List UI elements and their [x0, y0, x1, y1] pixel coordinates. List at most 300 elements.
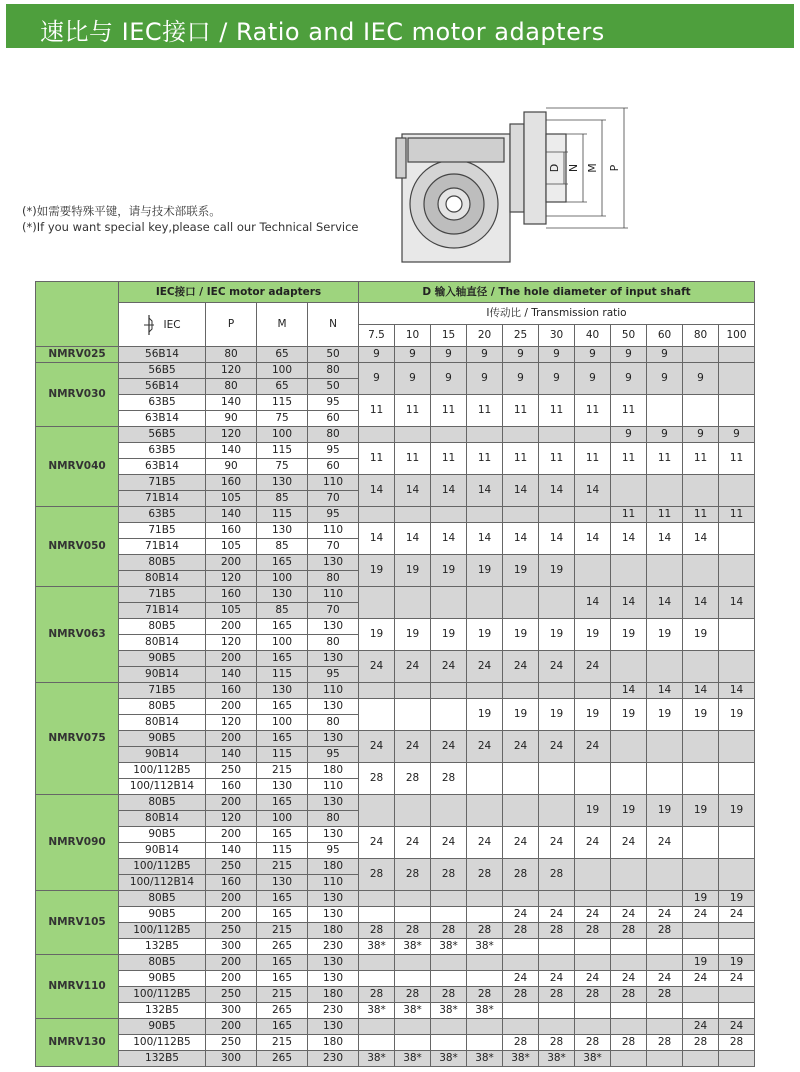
m-cell: 75	[257, 411, 308, 427]
ratio-header-cell: 100	[719, 325, 755, 347]
n-cell: 110	[308, 587, 359, 603]
n-cell: 130	[308, 795, 359, 811]
iec-adapter-cell: 71B5	[119, 475, 206, 491]
diameter-cell: 28	[431, 923, 467, 939]
ratio-header-cell: 30	[539, 325, 575, 347]
diameter-cell	[431, 1019, 467, 1035]
m-cell: 85	[257, 603, 308, 619]
diameter-cell	[467, 507, 503, 523]
diameter-cell	[611, 955, 647, 971]
diameter-cell: 24	[575, 827, 611, 859]
diameter-cell: 24	[359, 827, 395, 859]
diameter-cell	[431, 891, 467, 907]
diameter-cell: 28	[359, 763, 395, 795]
shaft-flange-icon	[143, 314, 155, 336]
diameter-cell	[539, 587, 575, 619]
diameter-cell: 24	[359, 651, 395, 683]
iec-adapter-cell: 71B5	[119, 683, 206, 699]
m-cell: 130	[257, 523, 308, 539]
diameter-cell	[503, 507, 539, 523]
diameter-cell: 14	[575, 523, 611, 555]
diameter-cell: 9	[611, 363, 647, 395]
diameter-cell	[503, 891, 539, 907]
diameter-cell	[719, 555, 755, 587]
diameter-cell	[647, 891, 683, 907]
diameter-cell: 38*	[431, 939, 467, 955]
diameter-cell: 9	[647, 427, 683, 443]
diameter-cell: 14	[539, 523, 575, 555]
diameter-cell: 24	[539, 827, 575, 859]
p-cell: 200	[206, 619, 257, 635]
table-row	[36, 795, 755, 811]
diameter-cell: 38*	[467, 1003, 503, 1019]
diameter-cell	[359, 683, 395, 699]
diameter-cell: 11	[395, 443, 431, 475]
table-row	[36, 507, 755, 523]
ratio-header-cell: 20	[467, 325, 503, 347]
diameter-cell: 24	[575, 971, 611, 987]
p-cell: 200	[206, 795, 257, 811]
model-cell: NMRV040	[36, 427, 119, 507]
diameter-cell: 14	[611, 587, 647, 619]
diameter-cell: 11	[611, 443, 647, 475]
diameter-cell	[395, 587, 431, 619]
iec-group-header: IEC接口 / IEC motor adapters	[119, 282, 359, 303]
n-cell: 230	[308, 1003, 359, 1019]
diameter-cell	[539, 1003, 575, 1019]
p-cell: 250	[206, 1035, 257, 1051]
diameter-cell	[467, 795, 503, 827]
m-cell: 215	[257, 859, 308, 875]
diameter-cell: 28	[503, 923, 539, 939]
diameter-cell: 28	[503, 1035, 539, 1051]
diameter-cell: 19	[683, 891, 719, 907]
diameter-cell	[719, 363, 755, 395]
p-cell: 300	[206, 939, 257, 955]
diameter-cell	[611, 1019, 647, 1035]
diameter-cell	[647, 555, 683, 587]
iec-adapter-cell: 56B5	[119, 427, 206, 443]
diameter-cell	[539, 795, 575, 827]
diameter-cell: 19	[539, 555, 575, 587]
diameter-cell	[683, 939, 719, 955]
n-cell: 130	[308, 651, 359, 667]
p-cell: 120	[206, 635, 257, 651]
diameter-cell	[683, 827, 719, 859]
diameter-cell: 9	[719, 427, 755, 443]
p-cell: 300	[206, 1003, 257, 1019]
diameter-cell	[431, 699, 467, 731]
diameter-cell	[395, 683, 431, 699]
n-cell: 80	[308, 571, 359, 587]
model-cell: NMRV110	[36, 955, 119, 1019]
diameter-cell: 28	[719, 1035, 755, 1051]
diameter-cell: 14	[719, 587, 755, 619]
diameter-cell: 28	[359, 987, 395, 1003]
diameter-cell	[647, 1019, 683, 1035]
iec-adapter-cell: 132B5	[119, 939, 206, 955]
diameter-cell	[611, 763, 647, 795]
diameter-cell	[467, 763, 503, 795]
dimension-label-m: M	[586, 163, 599, 173]
diameter-cell: 19	[395, 619, 431, 651]
diameter-cell	[359, 971, 395, 987]
diameter-cell: 11	[359, 395, 395, 427]
diameter-cell	[467, 955, 503, 971]
iec-adapter-cell: 71B14	[119, 539, 206, 555]
diameter-cell: 28	[431, 859, 467, 891]
diameter-cell: 24	[647, 907, 683, 923]
diameter-cell: 38*	[359, 939, 395, 955]
n-cell: 80	[308, 427, 359, 443]
model-cell: NMRV025	[36, 347, 119, 363]
iec-adapter-cell: 100/112B14	[119, 779, 206, 795]
diameter-cell: 11	[611, 507, 647, 523]
p-cell: 105	[206, 491, 257, 507]
diameter-cell	[647, 1051, 683, 1067]
diameter-cell	[467, 1019, 503, 1035]
n-cell: 130	[308, 619, 359, 635]
iec-adapter-cell: 80B14	[119, 811, 206, 827]
diameter-cell	[575, 763, 611, 795]
p-cell: 140	[206, 747, 257, 763]
p-cell: 200	[206, 891, 257, 907]
diameter-cell: 19	[683, 955, 719, 971]
iec-adapter-cell: 90B14	[119, 667, 206, 683]
diameter-cell: 24	[539, 651, 575, 683]
diameter-cell: 28	[359, 923, 395, 939]
table-row	[36, 683, 755, 699]
diameter-cell	[503, 763, 539, 795]
diameter-cell: 11	[683, 443, 719, 475]
p-cell: 160	[206, 587, 257, 603]
iec-adapter-cell: 80B5	[119, 891, 206, 907]
diameter-cell: 24	[503, 651, 539, 683]
diameter-cell: 9	[539, 347, 575, 363]
diameter-cell: 19	[539, 699, 575, 731]
table-row	[36, 923, 755, 939]
diameter-cell: 14	[611, 683, 647, 699]
diameter-cell: 19	[719, 795, 755, 827]
diameter-cell	[359, 507, 395, 523]
diameter-cell	[575, 955, 611, 971]
diameter-cell: 11	[539, 395, 575, 427]
diameter-cell	[503, 1019, 539, 1035]
diameter-cell: 19	[467, 699, 503, 731]
table-row	[36, 523, 755, 539]
diameter-cell: 28	[611, 923, 647, 939]
diameter-cell	[719, 987, 755, 1003]
iec-adapter-cell: 80B5	[119, 555, 206, 571]
table-row	[36, 891, 755, 907]
diameter-cell	[359, 699, 395, 731]
diameter-cell: 24	[395, 731, 431, 763]
iec-adapter-cell: 90B5	[119, 907, 206, 923]
n-cell: 130	[308, 955, 359, 971]
p-cell: 200	[206, 907, 257, 923]
diameter-cell: 24	[647, 827, 683, 859]
note-chinese: (*)如需要特殊平键，请与技术部联系。	[22, 204, 221, 218]
diameter-cell	[395, 955, 431, 971]
diameter-cell	[611, 651, 647, 683]
table-row	[36, 443, 755, 459]
p-cell: 160	[206, 875, 257, 891]
iec-adapter-cell: 100/112B5	[119, 987, 206, 1003]
n-cell: 110	[308, 779, 359, 795]
n-cell: 130	[308, 699, 359, 715]
diameter-cell	[683, 1051, 719, 1067]
diameter-cell: 38*	[359, 1003, 395, 1019]
diameter-cell	[683, 475, 719, 507]
diameter-cell: 19	[431, 555, 467, 587]
m-cell: 165	[257, 907, 308, 923]
diameter-group-header: D 输入轴直径 / The hole diameter of input shaft	[359, 282, 755, 303]
p-column-header: P	[206, 303, 257, 347]
diameter-cell	[395, 971, 431, 987]
diameter-cell: 11	[395, 395, 431, 427]
diameter-cell	[359, 427, 395, 443]
n-cell: 130	[308, 907, 359, 923]
table-row	[36, 939, 755, 955]
p-cell: 140	[206, 843, 257, 859]
n-cell: 180	[308, 859, 359, 875]
m-cell: 165	[257, 651, 308, 667]
diameter-cell	[431, 427, 467, 443]
p-cell: 250	[206, 923, 257, 939]
diameter-cell: 14	[647, 587, 683, 619]
diameter-cell: 19	[503, 555, 539, 587]
iec-adapter-cell: 63B5	[119, 395, 206, 411]
diameter-cell: 28	[431, 987, 467, 1003]
m-cell: 130	[257, 587, 308, 603]
diameter-cell	[575, 1019, 611, 1035]
diameter-cell: 11	[503, 443, 539, 475]
diameter-cell: 11	[719, 507, 755, 523]
p-cell: 120	[206, 571, 257, 587]
diameter-cell: 28	[647, 923, 683, 939]
table-row	[36, 971, 755, 987]
diameter-cell: 19	[719, 955, 755, 971]
n-cell: 130	[308, 1019, 359, 1035]
diameter-cell	[395, 699, 431, 731]
m-cell: 115	[257, 443, 308, 459]
diameter-cell: 28	[539, 987, 575, 1003]
diameter-cell: 28	[395, 987, 431, 1003]
diameter-cell	[611, 475, 647, 507]
p-cell: 200	[206, 699, 257, 715]
n-cell: 110	[308, 475, 359, 491]
diameter-cell	[539, 763, 575, 795]
diameter-cell: 19	[503, 619, 539, 651]
diameter-cell: 24	[503, 827, 539, 859]
diameter-cell	[647, 859, 683, 891]
diameter-cell: 28	[539, 923, 575, 939]
diameter-cell: 14	[719, 683, 755, 699]
diameter-cell: 24	[611, 907, 647, 923]
m-cell: 130	[257, 875, 308, 891]
diameter-cell	[683, 347, 719, 363]
table-row	[36, 347, 755, 363]
n-cell: 180	[308, 1035, 359, 1051]
iec-adapter-cell: 90B5	[119, 731, 206, 747]
n-cell: 130	[308, 971, 359, 987]
dimension-label-n: N	[567, 163, 580, 173]
p-cell: 250	[206, 987, 257, 1003]
p-cell: 200	[206, 827, 257, 843]
n-cell: 95	[308, 747, 359, 763]
diameter-cell: 19	[395, 555, 431, 587]
ratio-header-cell: 40	[575, 325, 611, 347]
diameter-cell: 28	[575, 923, 611, 939]
diameter-cell	[683, 923, 719, 939]
diameter-cell	[503, 587, 539, 619]
diameter-cell: 19	[467, 619, 503, 651]
diameter-cell: 38*	[467, 939, 503, 955]
n-cell: 180	[308, 987, 359, 1003]
diameter-cell: 24	[431, 731, 467, 763]
diameter-cell: 24	[539, 731, 575, 763]
ratio-header-cell: 7.5	[359, 325, 395, 347]
m-cell: 215	[257, 987, 308, 1003]
diameter-cell	[539, 891, 575, 907]
diameter-cell: 9	[647, 347, 683, 363]
diameter-cell: 28	[611, 987, 647, 1003]
diameter-cell: 19	[683, 795, 719, 827]
iec-adapter-cell: 90B5	[119, 1019, 206, 1035]
iec-adapter-cell: 100/112B5	[119, 1035, 206, 1051]
diameter-cell	[431, 955, 467, 971]
iec-adapter-cell: 56B14	[119, 379, 206, 395]
diameter-cell: 24	[431, 827, 467, 859]
m-cell: 265	[257, 939, 308, 955]
diameter-cell: 28	[539, 859, 575, 891]
iec-adapter-cell: 63B14	[119, 411, 206, 427]
page-title: 速比与 IEC接口 / Ratio and IEC motor adapters	[40, 18, 605, 46]
diameter-cell: 24	[719, 907, 755, 923]
model-header-cell	[36, 282, 119, 347]
diameter-cell	[539, 507, 575, 523]
diameter-cell	[359, 955, 395, 971]
diameter-cell: 14	[611, 523, 647, 555]
p-cell: 250	[206, 859, 257, 875]
diameter-cell: 9	[539, 363, 575, 395]
diameter-cell: 28	[395, 859, 431, 891]
diameter-cell: 24	[719, 971, 755, 987]
diameter-cell	[575, 555, 611, 587]
diameter-cell: 24	[467, 827, 503, 859]
n-cell: 60	[308, 459, 359, 475]
p-cell: 160	[206, 779, 257, 795]
n-cell: 60	[308, 411, 359, 427]
iec-adapter-cell: 100/112B5	[119, 923, 206, 939]
n-cell: 50	[308, 347, 359, 363]
diameter-cell: 28	[575, 1035, 611, 1051]
diameter-cell: 28	[611, 1035, 647, 1051]
diameter-cell	[503, 795, 539, 827]
diameter-cell	[647, 939, 683, 955]
diameter-cell: 9	[683, 427, 719, 443]
diameter-cell	[683, 1003, 719, 1019]
diameter-cell: 19	[647, 699, 683, 731]
diameter-cell: 28	[395, 763, 431, 795]
n-cell: 180	[308, 923, 359, 939]
dimension-label-d: D	[548, 163, 561, 173]
m-cell: 165	[257, 971, 308, 987]
diameter-cell	[575, 859, 611, 891]
n-cell: 110	[308, 523, 359, 539]
iec-adapter-cell: 80B5	[119, 619, 206, 635]
m-cell: 215	[257, 763, 308, 779]
n-cell: 80	[308, 715, 359, 731]
diameter-cell: 24	[575, 651, 611, 683]
diameter-cell: 38*	[431, 1051, 467, 1067]
table-row	[36, 987, 755, 1003]
iec-adapter-cell: 100/112B5	[119, 763, 206, 779]
model-cell: NMRV105	[36, 891, 119, 955]
table-row	[36, 395, 755, 411]
iec-adapter-cell: 90B5	[119, 971, 206, 987]
model-cell: NMRV075	[36, 683, 119, 795]
diameter-cell	[719, 619, 755, 651]
diameter-cell	[431, 795, 467, 827]
p-cell: 160	[206, 523, 257, 539]
m-cell: 165	[257, 731, 308, 747]
diameter-cell	[431, 587, 467, 619]
iec-adapter-cell: 80B5	[119, 795, 206, 811]
iec-adapter-cell: 90B14	[119, 747, 206, 763]
diameter-cell: 14	[431, 523, 467, 555]
diameter-cell: 9	[611, 347, 647, 363]
iec-adapter-cell: 56B5	[119, 363, 206, 379]
iec-adapter-cell: 80B5	[119, 699, 206, 715]
diameter-cell: 24	[683, 1019, 719, 1035]
p-cell: 120	[206, 363, 257, 379]
model-cell: NMRV130	[36, 1019, 119, 1067]
iec-adapter-cell: 56B14	[119, 347, 206, 363]
table-row	[36, 731, 755, 747]
diameter-cell: 38*	[395, 1051, 431, 1067]
ratio-header-cell: 50	[611, 325, 647, 347]
diameter-cell: 19	[539, 619, 575, 651]
n-cell: 70	[308, 603, 359, 619]
m-cell: 100	[257, 363, 308, 379]
p-cell: 120	[206, 715, 257, 731]
m-cell: 165	[257, 891, 308, 907]
diameter-cell: 11	[719, 443, 755, 475]
diameter-cell	[683, 555, 719, 587]
diameter-cell	[395, 907, 431, 923]
diameter-cell: 11	[503, 395, 539, 427]
diameter-cell: 28	[467, 987, 503, 1003]
diameter-cell	[683, 763, 719, 795]
p-cell: 140	[206, 443, 257, 459]
p-cell: 200	[206, 555, 257, 571]
diameter-cell: 9	[503, 347, 539, 363]
table-row	[36, 1019, 755, 1035]
m-cell: 130	[257, 779, 308, 795]
diameter-cell: 14	[683, 523, 719, 555]
diameter-cell: 38*	[467, 1051, 503, 1067]
diameter-cell: 24	[683, 907, 719, 923]
n-cell: 70	[308, 539, 359, 555]
iec-adapter-cell: 80B5	[119, 955, 206, 971]
m-cell: 85	[257, 491, 308, 507]
diameter-cell: 19	[647, 795, 683, 827]
diameter-cell: 19	[359, 555, 395, 587]
p-cell: 200	[206, 651, 257, 667]
diameter-cell	[719, 859, 755, 891]
diameter-cell	[719, 475, 755, 507]
